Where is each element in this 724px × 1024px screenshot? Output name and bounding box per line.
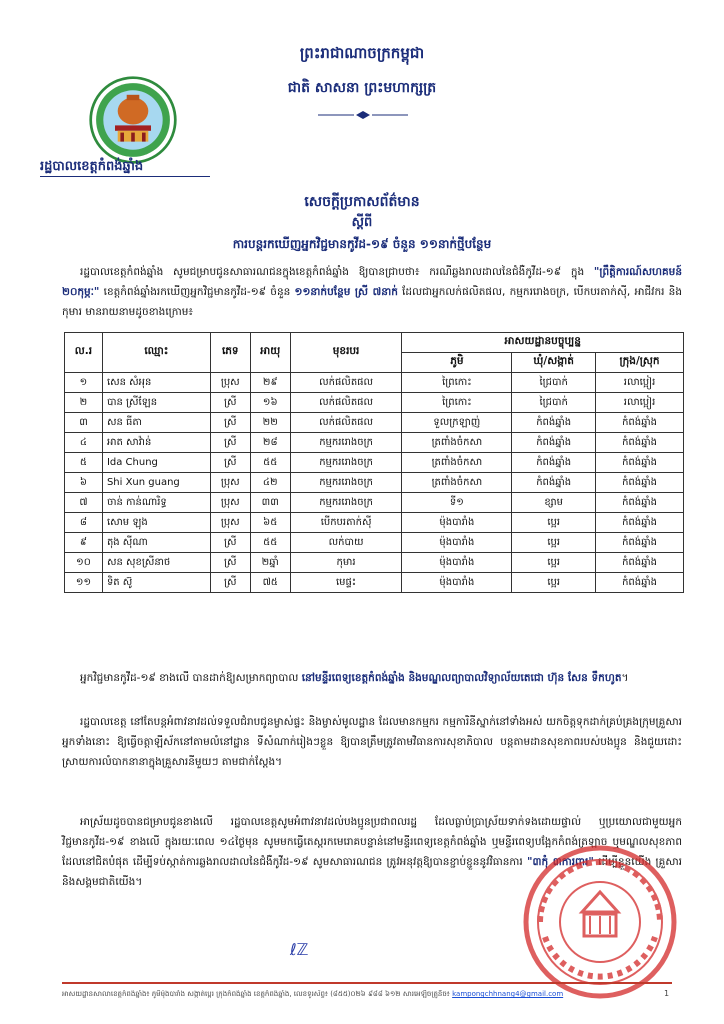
cell-age: ៥៥ — [250, 453, 290, 473]
ornament-divider — [318, 110, 408, 120]
page-number: 1 — [664, 989, 670, 998]
cell-sex: ស្រី — [210, 433, 250, 453]
cell-commune: កំពង់ឆ្នាំង — [512, 453, 596, 473]
cell-no: ៨ — [65, 513, 103, 533]
admin-underline — [40, 176, 210, 177]
cell-age: ៧៥ — [250, 573, 290, 593]
table-row — [65, 553, 684, 573]
cell-name: ចាន់ កាន់ណារិទ្ធ — [102, 493, 210, 513]
cell-no: ១១ — [65, 573, 103, 593]
cell-name: Shi Xun guang — [102, 473, 210, 493]
cell-name: សោម ឡុង — [102, 513, 210, 533]
cell-sex: ស្រី — [210, 413, 250, 433]
signature-mark: ℓℤ — [290, 940, 309, 959]
cell-name: សេន សំអុន — [102, 373, 210, 393]
cell-village: ត្រពាំងចំកសា — [402, 473, 512, 493]
cell-occupation: លក់ផលិតផល — [290, 373, 402, 393]
cell-occupation: លក់ផលិតផល — [290, 413, 402, 433]
table-row — [65, 473, 684, 493]
kingdom-heading: ព្រះរាជាណាចក្រកម្ពុជា — [299, 44, 425, 62]
cell-age: ២៩ — [250, 373, 290, 393]
cell-district: កំពង់ឆ្នាំង — [596, 513, 684, 533]
cell-village: ម៉ុងបារាំង — [402, 513, 512, 533]
treatment-location: នៅមន្ទីរពេទ្យខេត្តកំពង់ឆ្នាំង និងមណ្ឌលព្យាបាលវិទ្យាល័យតេជោ ហ៊ុន សែន ទឹកហូត — [301, 672, 622, 684]
cell-name: តុង ស៊ីណា — [102, 533, 210, 553]
cell-sex: ស្រី — [210, 573, 250, 593]
cell-commune: ប្អេរ — [512, 573, 596, 593]
cell-age: ១៦ — [250, 393, 290, 413]
footer-address-text: អាសយដ្ឋានសាលាខេត្តកំពង់ឆ្នាំង៖ ភូមិម៉ុងបារាំង សង្កាត់ប្អេរ ក្រុងកំពង់ឆ្នាំង ខេត្តកំពង់ឆ្នាំង, លេខទូរស័ព្ទ៖ (៨៥៥)០២៦ ៩៨៨ ៦១២ សារអេឡិចត្រូនិច៖ — [62, 990, 450, 998]
treatment-paragraph — [62, 668, 682, 688]
header-age: អាយុ — [250, 333, 290, 373]
intro-paragraph — [62, 262, 682, 322]
cell-sex: ស្រី — [210, 393, 250, 413]
cell-name: សន សុខស្រីនាថ — [102, 553, 210, 573]
cell-no: ៣ — [65, 413, 103, 433]
cell-occupation: កុមារ — [290, 553, 402, 573]
table-row — [65, 393, 684, 413]
cell-name: បាន ស្រីឡែន — [102, 393, 210, 413]
cell-village: ត្រពាំងចំកសា — [402, 433, 512, 453]
cell-age: ៦៥ — [250, 513, 290, 533]
intro-count: ១១នាក់បន្ថែម ស្រី ៧នាក់ — [294, 286, 398, 298]
cell-no: ១ — [65, 373, 103, 393]
cell-occupation: មេផ្ទះ — [290, 573, 402, 593]
header-residence: អាសយដ្ឋានបច្ចុប្បន្ន — [402, 333, 684, 353]
document-subject: ការបន្តរកឃើញអ្នកវិជ្ជមានកូវីដ-១៩ ចំនួន ១១នាក់ថ្មីបន្ថែម — [232, 237, 492, 251]
cell-occupation: កម្មកររោងចក្រ — [290, 433, 402, 453]
cell-commune: កំពង់ឆ្នាំង — [512, 413, 596, 433]
cell-age: ២ឆ្នាំ — [250, 553, 290, 573]
cell-district: កំពង់ឆ្នាំង — [596, 553, 684, 573]
cell-district: កំពង់ឆ្នាំង — [596, 493, 684, 513]
header-district: ក្រុង/ស្រុក — [596, 353, 684, 373]
cell-occupation: កម្មកររោងចក្រ — [290, 473, 402, 493]
cell-occupation: លក់ផលិតផល — [290, 393, 402, 413]
cell-sex: ស្រី — [210, 533, 250, 553]
cell-district: រលាប្អៀរ — [596, 373, 684, 393]
testing-measures: "៣កុំ ៣ការពារ" — [527, 856, 594, 868]
cell-commune: ប្អេរ — [512, 513, 596, 533]
cases-table — [64, 332, 684, 593]
cell-village: ព្រៃកោះ — [402, 393, 512, 413]
cell-commune: កំពង់ឆ្នាំង — [512, 473, 596, 493]
header-commune: ឃុំ/សង្កាត់ — [512, 353, 596, 373]
table-row — [65, 373, 684, 393]
cell-district: កំពង់ឆ្នាំង — [596, 573, 684, 593]
cell-commune: កំពង់ឆ្នាំង — [512, 433, 596, 453]
header-name: ឈ្មោះ — [102, 333, 210, 373]
province-emblem-logo — [88, 75, 178, 165]
footer-address — [62, 990, 672, 1000]
cell-no: ៩ — [65, 533, 103, 553]
cell-district: កំពង់ឆ្នាំង — [596, 413, 684, 433]
header-no: ល.រ — [65, 333, 103, 373]
cell-sex: ស្រី — [210, 453, 250, 473]
cell-name: អាត សាវ៉ាន់ — [102, 433, 210, 453]
cell-village: ម៉ុងបារាំង — [402, 533, 512, 553]
treatment-text-a: អ្នកវិជ្ជមានកូវីដ-១៩ ខាងលើ បានដាក់ឱ្យសម្រាកព្យាបាល — [80, 672, 299, 684]
cell-name: Ida Chung — [102, 453, 210, 473]
cell-occupation: បើកបរតាក់ស៊ី — [290, 513, 402, 533]
testing-text: អាស្រ័យដូចបានជម្រាបជូនខាងលើ រដ្ឋបាលខេត្តសូមអំពាវនាវដល់បងប្អូនប្រជាពលរដ្ឋ ដែលធ្លាប់ប្រាស្រ័យទាក់ទងដោយផ្ទាល់ ឬប្រយោលជាមួយអ្នកវិជ្ជមានកូវីដ-១៩ ខាងលើ ក្នុងរយៈពេល ១៤ថ្ងៃមុន សូមមកធ្វើតេស្តរកមេរោគបន្ទាន់នៅមន្ទីរពេទ្យខេត្តកំពង់ឆ្នាំង ឬមន្ទីរពេទ្យបង្អែកកំពង់ត្រឡាច ឬមណ្ឌលសុខភាពដែលនៅជិតបំផុត ដើម្បីទប់ស្កាត់ការឆ្លងរាលដាលនៃជំងឺកូវីដ-១៩ សូមសាធារណជន ត្រូវអនុវត្តឱ្យបានខ្ជាប់ខ្ជួននូវវិធានការ — [62, 816, 682, 868]
testing-text-end: ដើម្បីខ្លួនយើង គ្រួសារ និងសង្គមជាតិយើង។ — [62, 856, 682, 888]
cell-sex: ប្រុស — [210, 493, 250, 513]
cell-sex: ប្រុស — [210, 513, 250, 533]
cell-no: ៧ — [65, 493, 103, 513]
cell-age: ២២ — [250, 413, 290, 433]
cell-name: ទិត ស៊ូ — [102, 573, 210, 593]
document-title: សេចក្តីប្រកាសព័ត៌មាន — [304, 194, 420, 210]
header-sex: ភេទ — [210, 333, 250, 373]
cell-village: ទី១ — [402, 493, 512, 513]
footer-email-link[interactable]: kampongchhnang4@gmail.com — [452, 990, 564, 998]
cell-sex: ស្រី — [210, 553, 250, 573]
official-seal-stamp — [520, 842, 680, 1002]
intro-event: "ព្រឹត្តិការណ៍សហគមន៍ ២០កុម្ភៈ" — [62, 266, 682, 298]
cell-sex: ប្រុស — [210, 373, 250, 393]
cell-commune: ជ្រៃបាក់ — [512, 373, 596, 393]
cell-district: កំពង់ឆ្នាំង — [596, 533, 684, 553]
header-village: ភូមិ — [402, 353, 512, 373]
intro-text-a: រដ្ឋបាលខេត្តកំពង់ឆ្នាំង សូមជម្រាបជូនសាធារណជនក្នុងខេត្តកំពង់ឆ្នាំង ឱ្យបានជ្រាបថា៖ ករណីឆ្លងរាលដាលនៃជំងឺកូវីដ-១៩ ក្នុង — [80, 266, 585, 278]
motto-heading: ជាតិ សាសនា ព្រះមហាក្សត្រ — [287, 80, 437, 96]
cell-age: ៣៣ — [250, 493, 290, 513]
cell-age: ២៨ — [250, 433, 290, 453]
table-row — [65, 513, 684, 533]
cell-commune: ខ្សាម — [512, 493, 596, 513]
header-occupation: មុខរបរ — [290, 333, 402, 373]
cell-district: កំពង់ឆ្នាំង — [596, 473, 684, 493]
cell-no: ១០ — [65, 553, 103, 573]
cell-district: កំពង់ឆ្នាំង — [596, 433, 684, 453]
cell-occupation: កម្មកររោងចក្រ — [290, 493, 402, 513]
cell-village: ត្រពាំងចំកសា — [402, 453, 512, 473]
cell-village: ម៉ុងបារាំង — [402, 553, 512, 573]
document-subtitle-about: ស្តីពី — [351, 215, 373, 230]
cell-sex: ប្រុស — [210, 473, 250, 493]
table-row — [65, 573, 684, 593]
cell-no: ២ — [65, 393, 103, 413]
cell-age: ៥៥ — [250, 533, 290, 553]
cell-age: ៤២ — [250, 473, 290, 493]
cell-no: ៥ — [65, 453, 103, 473]
cell-occupation: កម្មកររោងចក្រ — [290, 453, 402, 473]
appeal-paragraph — [62, 712, 682, 772]
footer-divider — [62, 982, 672, 984]
intro-text-c: ដែលជាអ្នកលក់ផលិតផល, កម្មកររោងចក្រ, បើកបរតាក់ស៊ី, អាជីវករ និងកុមារ មានរាយនាមដូចខាងក្រោម៖ — [62, 286, 682, 318]
cell-village: ព្រៃកោះ — [402, 373, 512, 393]
cell-commune: ប្អេរ — [512, 553, 596, 573]
table-row — [65, 413, 684, 433]
table-row — [65, 433, 684, 453]
table-row — [65, 493, 684, 513]
cell-no: ៤ — [65, 433, 103, 453]
cell-commune: ប្អេរ — [512, 533, 596, 553]
cell-district: កំពង់ឆ្នាំង — [596, 453, 684, 473]
cell-occupation: លក់បាយ — [290, 533, 402, 553]
cell-commune: ជ្រៃបាក់ — [512, 393, 596, 413]
table-row — [65, 533, 684, 553]
cell-no: ៦ — [65, 473, 103, 493]
cell-village: ម៉ុងបារាំង — [402, 573, 512, 593]
treatment-text-b: ។ — [621, 672, 629, 684]
cell-name: សន ធីតា — [102, 413, 210, 433]
cell-district: រលាប្អៀរ — [596, 393, 684, 413]
appeal-text: រដ្ឋបាលខេត្ត នៅតែបន្តអំពាវនាវដល់ទទួលជំរាបជូនម្ចាស់ផ្ទះ និងម្ចាស់មូលដ្ឋាន ដែលមានកម្មករ កម្មការិនីស្នាក់នៅទាំងអស់ យកចិត្តទុកដាក់គ្រប់គ្រងក្រុមគ្រួសារអ្នកទាំងនោះ ឱ្យធ្វើចត្តាឡីស័កនៅតាមលំនៅដ្ឋាន ទីសំណាក់រៀងៗខ្លួន ឱ្យបានត្រឹមត្រូវតាមវិធានការសុខាភិបាល បន្តតាមដានសុខភាពរបស់បងប្អូន និងជួយដោះស្រាយការលំបាកនានាក្នុងគ្រួសារនីមួយៗ តាមជាក់ស្តែង។ — [62, 716, 682, 768]
table-row — [65, 453, 684, 473]
intro-text-b: ខេត្តកំពង់ឆ្នាំងរកឃើញអ្នកវិជ្ជមានកូវីដ-១៩ ចំនួន — [103, 286, 291, 298]
cell-village: ទួលក្រឡាញ់ — [402, 413, 512, 433]
administration-name: រដ្ឋបាលខេត្តកំពង់ឆ្នាំង — [40, 159, 144, 174]
